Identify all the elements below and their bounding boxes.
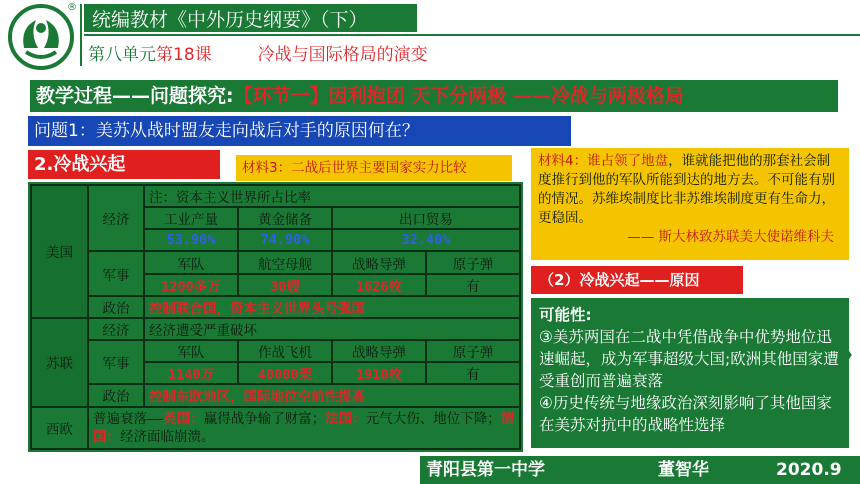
ussr-mil-header: 原子弹 <box>426 340 520 362</box>
school-logo-icon <box>6 4 76 70</box>
ussr-mil-value: 1910枚 <box>332 362 426 384</box>
usa-econ-value: 74.90% <box>238 229 332 251</box>
unit-line <box>88 40 428 65</box>
ussr-mil-value: 有 <box>426 362 520 384</box>
footer-teacher: 董智华 <box>658 460 709 480</box>
material3-title: 材料3：二战后世界主要国家实力比较 <box>236 155 512 181</box>
ussr-mil-value: 40000架 <box>238 362 332 384</box>
lesson-topic: 冷战与国际格局的演变 <box>257 45 428 65</box>
possibility-heading: 可能性: <box>539 306 592 324</box>
weu-de-text: 经济面临崩溃。 <box>120 428 215 445</box>
material4-quote <box>531 148 849 260</box>
row-label-military: 军事 <box>88 340 144 384</box>
usa-mil-header: 军队 <box>144 251 238 273</box>
ussr-mil-header: 作战飞机 <box>238 340 332 362</box>
usa-econ-header: 出口贸易 <box>332 207 520 229</box>
banner-prefix: 教学过程——问题探究: <box>36 85 234 107</box>
unit-label: 第八单元 <box>88 45 156 65</box>
row-label-economy: 经济 <box>88 185 144 251</box>
weu-uk-text: 赢得战争输了财富； <box>203 410 326 427</box>
usa-mil-value: 有 <box>426 274 520 296</box>
footer-date: 2020.9 <box>776 460 842 480</box>
usa-econ-value: 32.40% <box>332 229 520 251</box>
usa-mil-value: 30艘 <box>238 274 332 296</box>
ussr-mil-header: 军队 <box>144 340 238 362</box>
weu-fr-text: 元气大伤、地位下降； <box>365 410 501 427</box>
weu-lead: 普遍衰落—— <box>93 410 164 427</box>
usa-mil-value: 1626枚 <box>332 274 426 296</box>
weu-de: 德国： <box>93 410 515 445</box>
usa-mil-value: 1200多万 <box>144 274 238 296</box>
row-label-politics: 政治 <box>88 384 144 406</box>
ussr-politics: 控制东欧地区，国际地位空前性提高 <box>144 384 520 406</box>
country-ussr: 苏联 <box>31 318 88 407</box>
usa-econ-value: 53.90% <box>144 229 238 251</box>
section-banner <box>30 80 838 112</box>
weu-fr: 法国： <box>325 410 366 427</box>
course-title: 统编教材《中外历史纲要》（下） <box>92 9 368 31</box>
material4-lead: 材料4：谁占领了 <box>538 153 642 169</box>
banner-highlight: 【环节一】因利抱团 天下分两极 ——冷战与两极格局 <box>233 85 684 107</box>
west-europe-summary <box>88 407 520 449</box>
weu-uk: 英国： <box>163 410 204 427</box>
country-usa: 美国 <box>31 185 88 318</box>
usa-mil-header: 航空母舰 <box>238 251 332 273</box>
footer-bar <box>420 456 860 484</box>
ussr-mil-header: 战略导弹 <box>332 340 426 362</box>
usa-econ-header: 黄金储备 <box>238 207 332 229</box>
row-label-politics: 政治 <box>88 296 144 318</box>
reason-heading: （2）冷战兴起——原因 <box>531 266 743 294</box>
ussr-economy: 经济遭受严重破坏 <box>144 318 520 340</box>
possibility-box <box>531 298 849 448</box>
possibility-point-4: ④历史传统与地缘政治深刻影响了其他国家在美苏对抗中的战略性选择 <box>539 394 832 434</box>
usa-econ-header: 工业产量 <box>144 207 238 229</box>
lesson-label: 第18课 <box>156 45 212 65</box>
registered-mark-icon: ® <box>67 2 77 13</box>
question-1: 问题1：美苏从战时盟友走向战后对手的原因何在？ <box>28 116 571 146</box>
header-divider <box>80 4 82 66</box>
country-west-europe: 西欧 <box>31 407 88 449</box>
power-comparison-table <box>28 182 523 452</box>
material4-source: —— 斯大林致苏联美大使诺维科夫 <box>627 229 834 245</box>
usa-politics: 控制联合国，资本主义世界头号强国 <box>144 296 520 318</box>
usa-mil-header: 战略导弹 <box>332 251 426 273</box>
section-heading: 2.冷战兴起 <box>28 150 220 179</box>
row-label-economy: 经济 <box>88 318 144 340</box>
material4-keyword: 地盘 <box>641 153 669 169</box>
chevron-right-icon[interactable] <box>832 330 854 380</box>
possibility-point-3: ③美苏两国在二战中凭借战争中优势地位迅速崛起，成为军事超级大国;欧洲其他国家遭受重创而普遍衰落 <box>539 328 839 390</box>
usa-note: 注：资本主义世界所占比率 <box>144 185 520 207</box>
header-rule <box>84 34 860 36</box>
row-label-military: 军事 <box>88 251 144 295</box>
usa-mil-header: 原子弹 <box>426 251 520 273</box>
material4-body: ，谁就能把他的那套社会制度推行到他的军队所能到达的地方去。不可能有别的情况。苏维埃制度比非苏维埃制度更有生命力，更稳固。 <box>538 153 835 226</box>
footer-school: 青阳县第一中学 <box>426 460 545 480</box>
ussr-mil-value: 1140万 <box>144 362 238 384</box>
